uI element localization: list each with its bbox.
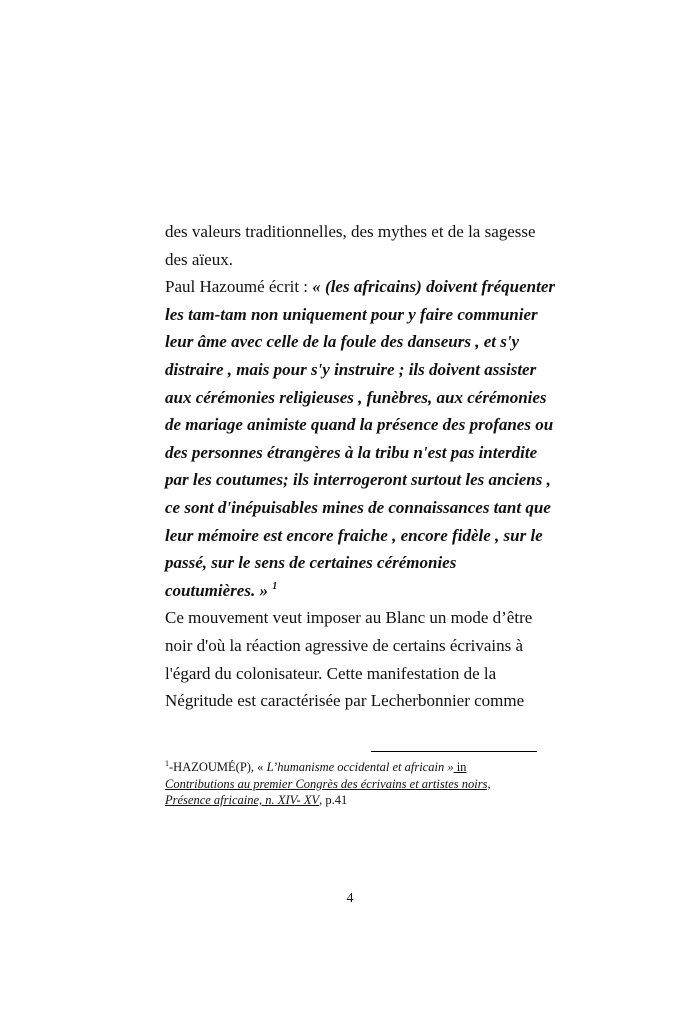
footnote-in: in: [453, 760, 467, 774]
quote-end: coutumières. »: [165, 580, 268, 600]
quote-line: [165, 577, 545, 605]
quote-intro: Paul Hazoumé écrit :: [165, 277, 313, 297]
footnote-separator: [371, 751, 537, 752]
footnote-author: -HAZOUMÉ(P), «: [169, 760, 264, 774]
footnote-source[interactable]: Contributions au premier Congrès des écrivains et artistes noirs,: [165, 776, 491, 791]
text-line: Négritude est caractérisée par Lecherbonnier comme: [165, 691, 525, 711]
quote-line: distraire , mais pour s'y instruire ; ils doivent assister: [165, 359, 537, 379]
footnote: [165, 759, 565, 809]
footnote-line: [165, 792, 565, 809]
quote-line: les tam-tam non uniquement pour y faire communier: [165, 304, 538, 324]
quote-line: passé, sur le sens de certaines cérémonies: [165, 553, 457, 573]
footnote-title: L’humanisme occidental et africain »: [263, 760, 454, 774]
quote-line: des personnes étrangères à la tribu n'est pas interdite: [165, 442, 538, 462]
footnote-line: [165, 759, 565, 776]
text-line: l'égard du colonisateur. Cette manifestation de la: [165, 663, 497, 683]
text-line: des valeurs traditionnelles, des mythes et de la sagesse: [165, 222, 536, 241]
text-line: noir d'où la réaction agressive de certains écrivains à: [165, 635, 524, 655]
text-line: Ce mouvement veut imposer au Blanc un mode d’être: [165, 608, 533, 628]
body-text: [165, 218, 555, 715]
footnote-reference[interactable]: 1: [272, 580, 278, 592]
quote-start: « (les africains) doivent fréquenter: [312, 277, 555, 297]
footnote-journal[interactable]: Présence africaine, n. XIV- XV: [165, 793, 320, 807]
quote-line: leur mémoire est encore fraiche , encore fidèle , sur le: [165, 525, 543, 545]
quote-line: de mariage animiste quand la présence des profanes ou: [165, 415, 554, 435]
quote-line: leur âme avec celle de la foule des danseurs , et s'y: [165, 332, 520, 352]
quote-line: ce sont d'inépuisables mines de connaissances tant que: [165, 497, 551, 517]
footnote-number: 1: [165, 759, 169, 768]
quote-line: aux cérémonies religieuses , funèbres, aux cérémonies: [165, 387, 547, 407]
footnote-page: , p.41: [319, 793, 348, 807]
quote-line: par les coutumes; ils interrogeront surtout les anciens ,: [165, 470, 551, 490]
text-line: [165, 273, 555, 301]
page-number: 4: [346, 891, 354, 906]
text-line: des aïeux.: [165, 249, 233, 269]
